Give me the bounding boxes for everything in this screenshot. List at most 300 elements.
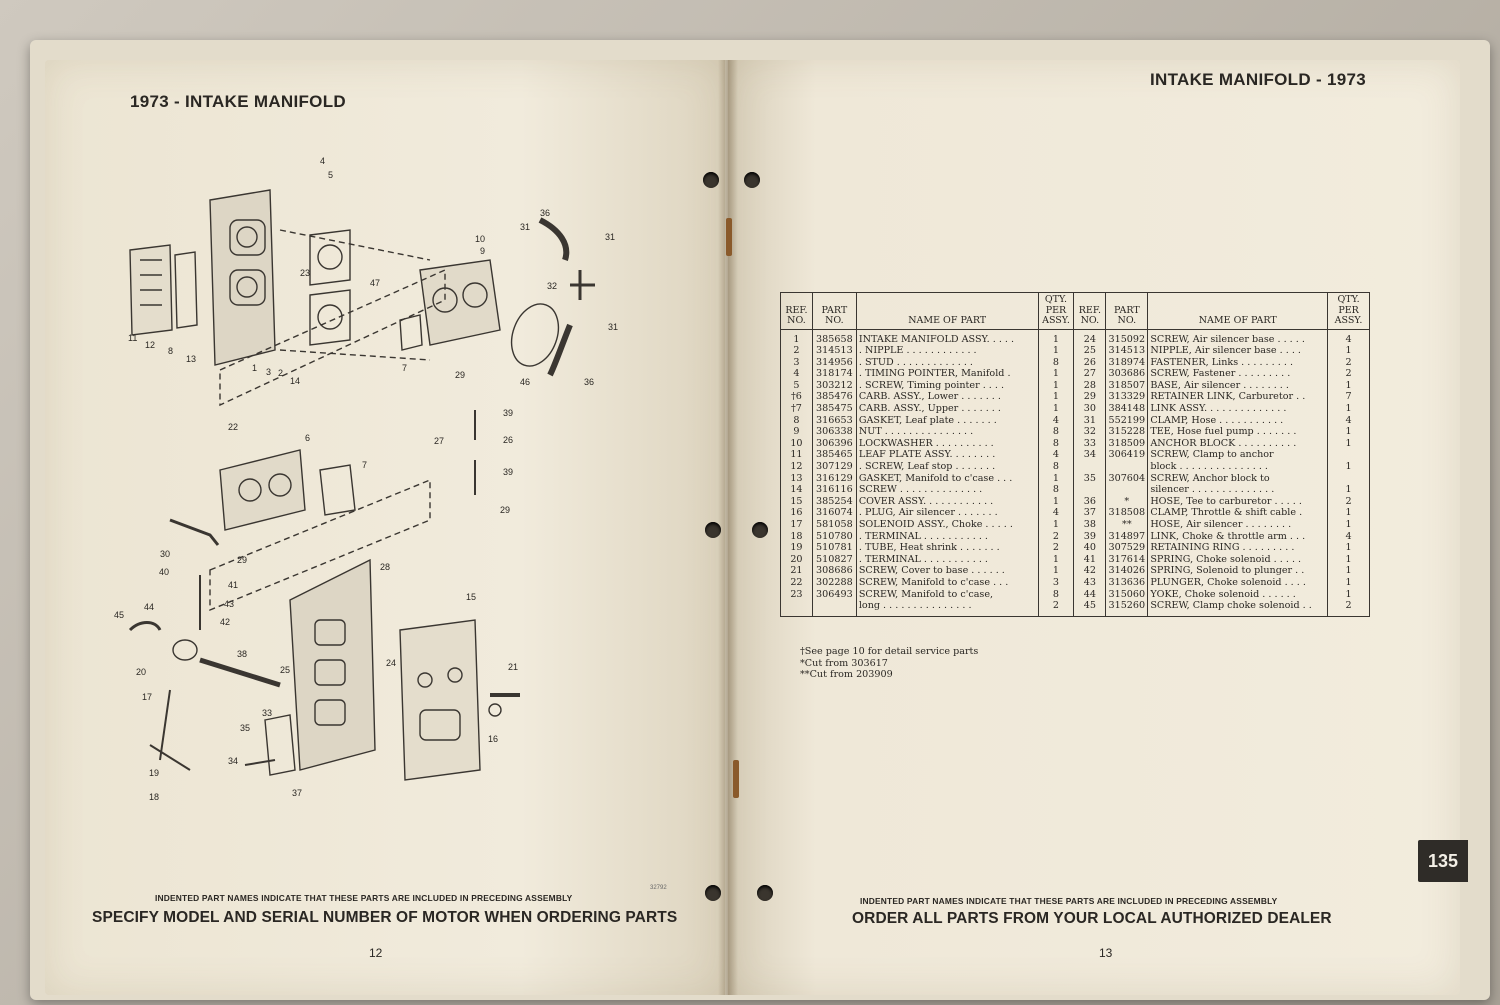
cell-part: 316116 (812, 484, 856, 496)
cell-part: 303212 (812, 380, 856, 392)
punch-hole (757, 885, 773, 901)
cell-part: 581058 (812, 519, 856, 531)
left-footer-instruction: SPECIFY MODEL AND SERIAL NUMBER OF MOTOR WHEN ORDERING PARTS (92, 909, 678, 926)
callout-label: 37 (292, 788, 303, 798)
left-page-number: 12 (369, 946, 383, 960)
cell-name: COVER ASSY. . . . . . . . . . . . (856, 496, 1038, 508)
cell-name: LINK ASSY. . . . . . . . . . . . . . (1148, 403, 1328, 415)
cell-qty: 1 (1038, 554, 1074, 566)
callout-label: 9 (480, 246, 486, 256)
cell-part: 306396 (812, 438, 856, 450)
table-row (781, 357, 1370, 369)
cell-name: . TERMINAL . . . . . . . . . . . (856, 554, 1038, 566)
table-row (781, 415, 1370, 427)
header-ref: REF. NO. (781, 293, 813, 330)
cell-part: ** (1106, 519, 1148, 531)
table-row (781, 329, 1370, 345)
cell-part: 307604 (1106, 473, 1148, 485)
cell-part: 315228 (1106, 426, 1148, 438)
callout-label: 25 (280, 665, 291, 675)
callout-label: 33 (262, 708, 273, 718)
cell-ref: 44 (1074, 589, 1106, 601)
callout-label: 18 (149, 792, 160, 802)
cell-name: silencer . . . . . . . . . . . . . . (1148, 484, 1328, 496)
header-qty: QTY. PER ASSY. (1038, 293, 1074, 330)
callout-label: 21 (508, 662, 519, 672)
header-name: NAME OF PART (856, 293, 1038, 330)
cell-part: 318507 (1106, 380, 1148, 392)
callout-label: 1 (252, 363, 258, 373)
cell-name: SCREW, Air silencer base . . . . . (1148, 329, 1328, 345)
cell-qty: 1 (1328, 554, 1370, 566)
cell-qty: 1 (1328, 589, 1370, 601)
cell-ref (1074, 461, 1106, 473)
cell-name: CARB. ASSY., Upper . . . . . . . (856, 403, 1038, 415)
cell-part: 314026 (1106, 565, 1148, 577)
gasket-lower-shape (310, 290, 350, 345)
callout-label: 47 (370, 278, 381, 288)
callout-label: 7 (362, 460, 368, 470)
table-row (781, 368, 1370, 380)
cell-name: SPRING, Choke solenoid . . . . . (1148, 554, 1328, 566)
cell-part: 385465 (812, 449, 856, 461)
carburetor-upper-shape (420, 260, 500, 345)
cell-name: . STUD . . . . . . . . . . . . . (856, 357, 1038, 369)
cell-part: 317614 (1106, 554, 1148, 566)
callout-label: 41 (228, 580, 239, 590)
header-part-no: PART NO. (1106, 293, 1148, 330)
cell-ref: 12 (781, 461, 813, 473)
table-row (781, 403, 1370, 415)
cell-name: GASKET, Leaf plate . . . . . . . (856, 415, 1038, 427)
cell-name: . TERMINAL . . . . . . . . . . . (856, 531, 1038, 543)
cell-qty: 2 (1328, 357, 1370, 369)
cell-name: ANCHOR BLOCK . . . . . . . . . . (1148, 438, 1328, 450)
cell-name: INTAKE MANIFOLD ASSY. . . . . (856, 329, 1038, 345)
cell-qty (1328, 449, 1370, 461)
table-row (781, 554, 1370, 566)
cell-qty: 4 (1038, 449, 1074, 461)
cell-qty: 2 (1038, 531, 1074, 543)
cell-name: SCREW, Clamp to anchor (1148, 449, 1328, 461)
callout-label: 13 (186, 354, 197, 364)
cell-ref (1074, 484, 1106, 496)
cell-part: 385475 (812, 403, 856, 415)
gasket-shape (175, 252, 197, 328)
cell-ref: 45 (1074, 600, 1106, 616)
cell-ref: 43 (1074, 577, 1106, 589)
cell-name: block . . . . . . . . . . . . . . . (1148, 461, 1328, 473)
cell-qty: 1 (1038, 368, 1074, 380)
footnote: †See page 10 for detail service parts (800, 646, 979, 657)
cell-qty: 1 (1038, 380, 1074, 392)
cell-qty: 4 (1328, 415, 1370, 427)
table-row (781, 461, 1370, 473)
punch-hole (752, 522, 768, 538)
footnote: *Cut from 303617 (800, 657, 888, 669)
callout-label: 36 (584, 377, 595, 387)
carburetor-lower-shape (220, 450, 305, 530)
cell-qty: 1 (1038, 496, 1074, 508)
cell-part: 306338 (812, 426, 856, 438)
parts-table-body (781, 329, 1370, 616)
cell-ref: 9 (781, 426, 813, 438)
callout-label: 24 (386, 658, 397, 668)
cell-ref: 26 (1074, 357, 1106, 369)
cell-ref (781, 600, 813, 616)
cell-qty: 8 (1038, 438, 1074, 450)
header-qty: QTY. PER ASSY. (1328, 293, 1370, 330)
callout-label: 31 (520, 222, 531, 232)
cell-qty: 2 (1328, 496, 1370, 508)
cell-qty: 1 (1328, 565, 1370, 577)
cell-qty: 1 (1038, 391, 1074, 403)
callout-label: 38 (237, 649, 248, 659)
callout-label: 20 (136, 667, 147, 677)
cell-name: . PLUG, Air silencer . . . . . . . (856, 507, 1038, 519)
cell-ref: 42 (1074, 565, 1106, 577)
callout-label: 10 (475, 234, 486, 244)
cell-name: YOKE, Choke solenoid . . . . . . (1148, 589, 1328, 601)
callout-label: 16 (488, 734, 499, 744)
callout-label: 30 (160, 549, 171, 559)
table-row (781, 600, 1370, 616)
callout-label: 28 (380, 562, 391, 572)
table-row (781, 496, 1370, 508)
cell-qty: 2 (1038, 542, 1074, 554)
cell-name: SPRING, Solenoid to plunger . . (1148, 565, 1328, 577)
cell-part: 307529 (1106, 542, 1148, 554)
callout-label: 11 (128, 333, 138, 343)
cell-ref: †6 (781, 391, 813, 403)
cell-ref: 33 (1074, 438, 1106, 450)
cell-part: 385476 (812, 391, 856, 403)
cell-name: SOLENOID ASSY., Choke . . . . . (856, 519, 1038, 531)
table-row (781, 565, 1370, 577)
drawing-code: 32792 (650, 885, 667, 891)
cell-part: 318974 (1106, 357, 1148, 369)
cell-qty: 1 (1328, 403, 1370, 415)
cell-part: 303686 (1106, 368, 1148, 380)
cell-qty: 1 (1038, 473, 1074, 485)
callout-label: 44 (144, 602, 155, 612)
cell-qty: 4 (1328, 531, 1370, 543)
cell-name: CLAMP, Hose . . . . . . . . . . . (1148, 415, 1328, 427)
cell-ref: 20 (781, 554, 813, 566)
cell-qty: 7 (1328, 391, 1370, 403)
cell-ref: 2 (781, 345, 813, 357)
cell-ref: 19 (781, 542, 813, 554)
binding-staple (726, 218, 732, 256)
callout-label: 4 (320, 156, 326, 166)
cell-ref: 21 (781, 565, 813, 577)
callout-label: 36 (540, 208, 551, 218)
cell-name: . SCREW, Timing pointer . . . . (856, 380, 1038, 392)
cell-ref: 32 (1074, 426, 1106, 438)
right-page-title: INTAKE MANIFOLD - 1973 (1150, 70, 1366, 89)
cell-name: LINK, Choke & throttle arm . . . (1148, 531, 1328, 543)
cell-ref: †7 (781, 403, 813, 415)
table-row (781, 438, 1370, 450)
callout-label: 32 (547, 281, 558, 291)
right-footer-note: INDENTED PART NAMES INDICATE THAT THESE PARTS ARE INCLUDED IN PRECEDING ASSEMBLY (860, 896, 1278, 906)
cell-name: . NIPPLE . . . . . . . . . . . . (856, 345, 1038, 357)
table-header-row (781, 293, 1370, 330)
silencer-base-shape (290, 560, 375, 770)
cell-qty: 1 (1038, 403, 1074, 415)
cell-part: 510827 (812, 554, 856, 566)
cell-part: 510781 (812, 542, 856, 554)
footnote: **Cut from 203909 (800, 669, 893, 681)
cell-qty: 2 (1038, 600, 1074, 616)
table-row (781, 345, 1370, 357)
cell-part: 306419 (1106, 449, 1148, 461)
cell-qty: 1 (1328, 519, 1370, 531)
callout-label: 15 (466, 592, 477, 602)
cell-part (1106, 484, 1148, 496)
punch-hole (744, 172, 760, 188)
cell-qty: 8 (1038, 484, 1074, 496)
callout-label: 23 (300, 268, 311, 278)
cell-name: SCREW, Manifold to c'case, (856, 589, 1038, 601)
cell-name: SCREW, Cover to base . . . . . . (856, 565, 1038, 577)
cell-qty: 1 (1328, 542, 1370, 554)
callout-label: 3 (266, 367, 272, 377)
callout-label: 12 (145, 340, 156, 350)
cell-part: 308686 (812, 565, 856, 577)
cell-name: . SCREW, Leaf stop . . . . . . . (856, 461, 1038, 473)
cell-qty: 1 (1328, 484, 1370, 496)
cell-qty: 4 (1038, 507, 1074, 519)
table-row (781, 391, 1370, 403)
cell-ref: 14 (781, 484, 813, 496)
cell-name: LEAF PLATE ASSY. . . . . . . . (856, 449, 1038, 461)
cell-part: * (1106, 496, 1148, 508)
callout-label: 19 (149, 768, 160, 778)
cell-ref: 22 (781, 577, 813, 589)
cell-qty: 8 (1038, 357, 1074, 369)
callout-label: 7 (402, 363, 408, 373)
cell-part: 315260 (1106, 600, 1148, 616)
binding-gutter (718, 60, 738, 995)
cell-name: SCREW, Clamp choke solenoid . . (1148, 600, 1328, 616)
cell-name: SCREW, Fastener . . . . . . . . . (1148, 368, 1328, 380)
right-page-number: 13 (1099, 946, 1113, 960)
cell-name: SCREW . . . . . . . . . . . . . . (856, 484, 1038, 496)
cell-part: 302288 (812, 577, 856, 589)
cell-ref: 13 (781, 473, 813, 485)
cell-part: 313329 (1106, 391, 1148, 403)
cell-ref: 24 (1074, 329, 1106, 345)
left-footer-note: INDENTED PART NAMES INDICATE THAT THESE PARTS ARE INCLUDED IN PRECEDING ASSEMBLY (155, 893, 573, 903)
cell-name: CLAMP, Throttle & shift cable . (1148, 507, 1328, 519)
cell-qty: 1 (1038, 329, 1074, 345)
punch-hole (705, 885, 721, 901)
cell-ref: 30 (1074, 403, 1106, 415)
cell-name: long . . . . . . . . . . . . . . . (856, 600, 1038, 616)
cover-shape (400, 620, 480, 780)
cell-part: 306493 (812, 589, 856, 601)
cell-ref: 25 (1074, 345, 1106, 357)
cell-qty: 1 (1328, 461, 1370, 473)
callout-label: 29 (455, 370, 466, 380)
cell-ref: 40 (1074, 542, 1106, 554)
cell-name: NUT . . . . . . . . . . . . . . . (856, 426, 1038, 438)
table-row (781, 589, 1370, 601)
callout-label: 45 (114, 610, 125, 620)
cell-name: NIPPLE, Air silencer base . . . . (1148, 345, 1328, 357)
cell-name: FASTENER, Links . . . . . . . . . (1148, 357, 1328, 369)
cell-ref: 35 (1074, 473, 1106, 485)
cell-qty: 4 (1328, 329, 1370, 345)
callout-label: 8 (168, 346, 174, 356)
cell-qty: 3 (1038, 577, 1074, 589)
cell-part: 314513 (812, 345, 856, 357)
cell-ref: 1 (781, 329, 813, 345)
table-row (781, 449, 1370, 461)
callout-label: 31 (605, 232, 616, 242)
cell-ref: 31 (1074, 415, 1106, 427)
cell-name: RETAINER LINK, Carburetor . . (1148, 391, 1328, 403)
callout-label: 14 (290, 376, 301, 386)
cell-part: 510780 (812, 531, 856, 543)
cell-ref: 4 (781, 368, 813, 380)
table-row (781, 519, 1370, 531)
exploded-parts-diagram (100, 150, 660, 830)
table-row (781, 542, 1370, 554)
cell-name: RETAINING RING . . . . . . . . . (1148, 542, 1328, 554)
cell-part: 552199 (1106, 415, 1148, 427)
cell-part: 307129 (812, 461, 856, 473)
cell-ref: 38 (1074, 519, 1106, 531)
cell-qty: 1 (1328, 426, 1370, 438)
punch-hole (705, 522, 721, 538)
parts-list-table (780, 292, 1370, 617)
cell-part (1106, 461, 1148, 473)
callout-label: 46 (520, 377, 531, 387)
cell-part (812, 600, 856, 616)
cell-ref: 34 (1074, 449, 1106, 461)
header-name: NAME OF PART (1148, 293, 1328, 330)
callout-label: 39 (503, 467, 514, 477)
callout-label: 29 (237, 555, 248, 565)
cell-ref: 29 (1074, 391, 1106, 403)
cell-qty: 1 (1328, 507, 1370, 519)
table-row (781, 484, 1370, 496)
cell-ref: 10 (781, 438, 813, 450)
cell-name: . TIMING POINTER, Manifold . (856, 368, 1038, 380)
cell-ref: 5 (781, 380, 813, 392)
callout-label: 22 (228, 422, 239, 432)
cell-ref: 41 (1074, 554, 1106, 566)
cell-ref: 28 (1074, 380, 1106, 392)
cell-ref: 11 (781, 449, 813, 461)
table-row (781, 577, 1370, 589)
callout-label: 17 (142, 692, 153, 702)
cell-ref: 27 (1074, 368, 1106, 380)
header-ref: REF. NO. (1074, 293, 1106, 330)
cell-qty: 8 (1038, 426, 1074, 438)
cell-part: 314956 (812, 357, 856, 369)
cell-qty: 2 (1328, 368, 1370, 380)
punch-hole (703, 172, 719, 188)
cell-name: PLUNGER, Choke solenoid . . . . (1148, 577, 1328, 589)
cell-qty: 1 (1328, 577, 1370, 589)
right-footer-instruction: ORDER ALL PARTS FROM YOUR LOCAL AUTHORIZED DEALER (852, 910, 1332, 927)
cell-part: 385658 (812, 329, 856, 345)
cell-ref: 18 (781, 531, 813, 543)
table-row (781, 507, 1370, 519)
header-part-no: PART NO. (812, 293, 856, 330)
cell-part: 314513 (1106, 345, 1148, 357)
callout-label: 43 (224, 599, 235, 609)
table-row (781, 473, 1370, 485)
callout-label: 40 (159, 567, 170, 577)
callout-label: 26 (503, 435, 514, 445)
cell-ref: 36 (1074, 496, 1106, 508)
cell-ref: 3 (781, 357, 813, 369)
cell-part: 318508 (1106, 507, 1148, 519)
cell-name: LOCKWASHER . . . . . . . . . . (856, 438, 1038, 450)
callout-label: 34 (228, 756, 239, 766)
callout-label: 29 (500, 505, 511, 515)
cell-ref: 37 (1074, 507, 1106, 519)
table-row (781, 531, 1370, 543)
cell-ref: 8 (781, 415, 813, 427)
callout-label: 35 (240, 723, 251, 733)
cell-ref: 39 (1074, 531, 1106, 543)
cell-name: SCREW, Anchor block to (1148, 473, 1328, 485)
section-tab-badge: 135 (1418, 840, 1468, 882)
cell-part: 315060 (1106, 589, 1148, 601)
cell-qty: 1 (1038, 519, 1074, 531)
cell-part: 315092 (1106, 329, 1148, 345)
callout-label: 27 (434, 436, 445, 446)
callout-label: 5 (328, 170, 334, 180)
cell-qty: 4 (1038, 415, 1074, 427)
cell-part: 313636 (1106, 577, 1148, 589)
table-row (781, 426, 1370, 438)
cell-name: TEE, Hose fuel pump . . . . . . . (1148, 426, 1328, 438)
cell-qty: 1 (1328, 345, 1370, 357)
cell-part: 314897 (1106, 531, 1148, 543)
cell-qty: 8 (1038, 589, 1074, 601)
cell-name: CARB. ASSY., Lower . . . . . . . (856, 391, 1038, 403)
footnotes (800, 646, 978, 681)
cell-qty: 1 (1038, 565, 1074, 577)
cell-part: 316074 (812, 507, 856, 519)
cell-name: HOSE, Air silencer . . . . . . . . (1148, 519, 1328, 531)
left-page-title: 1973 - INTAKE MANIFOLD (130, 92, 346, 111)
cell-ref: 16 (781, 507, 813, 519)
cell-name: . TUBE, Heat shrink . . . . . . . (856, 542, 1038, 554)
table-row (781, 380, 1370, 392)
cell-ref: 17 (781, 519, 813, 531)
cell-name: HOSE, Tee to carburetor . . . . . (1148, 496, 1328, 508)
callout-label: 6 (305, 433, 311, 443)
binding-staple (733, 760, 739, 798)
cell-part: 318174 (812, 368, 856, 380)
callout-label: 39 (503, 408, 514, 418)
cell-ref: 23 (781, 589, 813, 601)
cell-qty: 2 (1328, 600, 1370, 616)
cell-part: 385254 (812, 496, 856, 508)
cell-qty: 1 (1328, 380, 1370, 392)
callout-label: 31 (608, 322, 619, 332)
cell-ref: 15 (781, 496, 813, 508)
callout-label: 42 (220, 617, 231, 627)
cell-qty (1328, 473, 1370, 485)
